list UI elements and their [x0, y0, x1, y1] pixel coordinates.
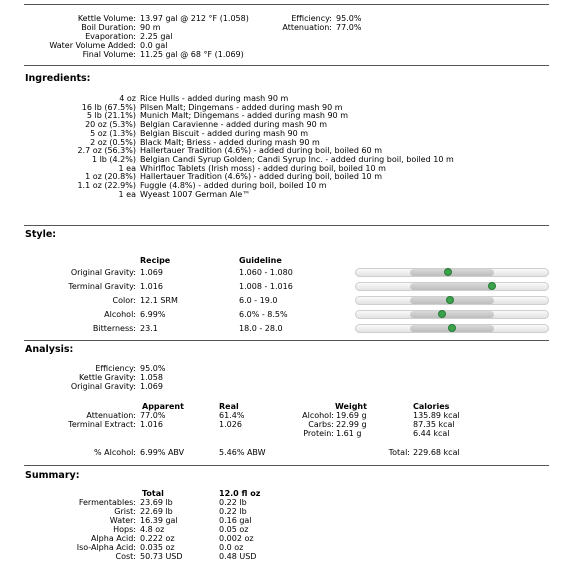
summary-row-label: Grist: [114, 507, 136, 516]
alcohol-weight-label: Alcohol: [302, 411, 334, 420]
carbs-value: 22.99 g [336, 420, 367, 429]
boil-duration-label: Boil Duration: [81, 23, 136, 32]
summary-row-label: Iso-Alpha Acid: [76, 543, 136, 552]
ingredient-amount: 20 oz (5.3%) [85, 120, 136, 130]
style-row-label: Alcohol: [104, 310, 136, 319]
summary-heading: Summary: [25, 470, 80, 481]
an-og-value: 1.069 [140, 382, 163, 391]
summary-row-per: 0.22 lb [219, 507, 247, 516]
style-rule [24, 225, 549, 226]
style-guideline-band [410, 269, 494, 276]
ingredient-description: Fuggle (4.8%) - added during boil, boiled 10 m [140, 181, 327, 190]
style-row-recipe: 1.016 [140, 282, 163, 291]
summary-row-total: 0.222 oz [140, 534, 175, 543]
style-row-recipe: 1.069 [140, 268, 163, 277]
attenuation-label: Attenuation: [282, 23, 332, 32]
summary-row-label: Hops: [113, 525, 136, 534]
an-efficiency-label: Efficiency: [95, 364, 136, 373]
ingredient-description: Belgian Caravienne - added during mash 90 m [140, 120, 327, 130]
attenuation-label: Attenuation: [86, 411, 136, 420]
water-added-value: 0.0 gal [140, 41, 168, 50]
ingredient-description: Wyeast 1007 German Ale™ [140, 189, 251, 199]
style-row-label: Terminal Gravity: [68, 282, 136, 291]
summary-row-per: 0.48 USD [219, 552, 257, 561]
summary-row-per: 0.16 gal [219, 516, 252, 525]
style-row-guideline: 1.060 - 1.080 [239, 268, 293, 277]
style-guideline-band [410, 311, 494, 318]
style-range-bar [355, 310, 549, 319]
evaporation-value: 2.25 gal [140, 32, 173, 41]
total-calories-label: Total: [388, 448, 410, 457]
summary-row-total: 22.69 lb [140, 507, 173, 516]
final-volume-label: Final Volume: [82, 50, 136, 59]
water-added-label: Water Volume Added: [49, 41, 136, 50]
an-kettle-gravity-value: 1.058 [140, 373, 163, 382]
style-row-recipe: 12.1 SRM [140, 296, 178, 305]
terminal-extract-apparent: 1.016 [140, 420, 163, 429]
efficiency-value: 95.0% [336, 14, 362, 23]
style-row-guideline: 1.008 - 1.016 [239, 282, 293, 291]
summary-row-per: 0.0 oz [219, 543, 244, 552]
alcohol-percent-label: % Alcohol: [93, 448, 136, 457]
terminal-extract-label: Terminal Extract: [68, 420, 136, 429]
summary-row-total: 0.035 oz [140, 543, 175, 552]
style-guideline-band [410, 283, 494, 290]
ingredient-amount: 1 ea [118, 189, 136, 199]
weight-header: Weight [335, 402, 367, 411]
kettle-volume-label: Kettle Volume: [77, 14, 136, 23]
efficiency-label: Efficiency: [291, 14, 332, 23]
apparent-header: Apparent [142, 402, 184, 411]
ingredient-amount: 2.7 oz (56.3%) [77, 146, 136, 156]
ingredients-rule [24, 65, 549, 66]
attenuation-value: 77.0% [336, 23, 362, 32]
summary-row-total: 16.39 gal [140, 516, 178, 525]
calories-header: Calories [413, 402, 450, 411]
protein-label: Protein: [303, 429, 334, 438]
style-marker-dot [448, 324, 456, 332]
summary-row-total: 4.8 oz [140, 525, 165, 534]
protein-calories: 6.44 kcal [413, 429, 450, 438]
ingredient-description: Black Malt; Briess - added during mash 90 m [140, 137, 320, 147]
summary-row-total: 50.73 USD [140, 552, 183, 561]
summary-row-label: Cost: [115, 552, 136, 561]
ingredient-amount: 1 lb (4.2%) [91, 154, 136, 164]
ingredient-description: Munich Malt; Dingemans - added during mash 90 m [140, 111, 348, 121]
summary-total-header: Total [142, 489, 164, 498]
ingredient-description: Belgian Biscuit - added during mash 90 m [140, 128, 309, 138]
style-range-bar [355, 324, 549, 333]
ingredient-amount: 1.1 oz (22.9%) [77, 181, 136, 190]
style-range-bar [355, 268, 549, 277]
top-rule [24, 4, 549, 5]
ingredient-description: Rice Hulls - added during mash 90 m [140, 94, 289, 103]
summary-row-per: 0.05 oz [219, 525, 249, 534]
style-heading: Style: [25, 229, 57, 240]
kettle-volume-value: 13.97 gal @ 212 °F (1.058) [140, 14, 249, 23]
summary-rule [24, 465, 549, 466]
an-kettle-gravity-label: Kettle Gravity: [78, 373, 136, 382]
ingredient-amount: 1 ea [118, 163, 136, 173]
analysis-rule [24, 340, 549, 341]
real-header: Real [219, 402, 239, 411]
summary-row-label: Water: [109, 516, 136, 525]
recipe-header: Recipe [140, 256, 171, 265]
ingredient-description: Hallertauer Tradition (4.6%) - added during boil, boiled 10 m [140, 172, 382, 182]
analysis-heading: Analysis: [25, 344, 74, 355]
ingredients-heading: Ingredients: [25, 73, 91, 84]
final-volume-value: 11.25 gal @ 68 °F (1.069) [140, 50, 244, 59]
ingredient-description: Belgian Candi Syrup Golden; Candi Syrup Inc. - added during boil, boiled 10 m [140, 154, 454, 164]
style-row-label: Color: [112, 296, 136, 305]
style-row-recipe: 23.1 [140, 324, 158, 333]
carbs-calories: 87.35 kcal [413, 420, 455, 429]
terminal-extract-real: 1.026 [219, 420, 242, 429]
carbs-label: Carbs: [308, 420, 334, 429]
an-og-label: Original Gravity: [70, 382, 136, 391]
ingredient-amount: 2 oz (0.5%) [90, 137, 136, 147]
attenuation-real: 61.4% [219, 411, 245, 420]
style-marker-dot [488, 282, 496, 290]
guideline-header: Guideline [239, 256, 282, 265]
style-row-label: Bitterness: [92, 324, 136, 333]
alcohol-calories: 135.89 kcal [413, 411, 460, 420]
style-range-bar [355, 282, 549, 291]
ingredient-description: Pilsen Malt; Dingemans - added during mash 90 m [140, 102, 343, 112]
style-row-label: Original Gravity: [70, 268, 136, 277]
alcohol-abw: 5.46% ABW [219, 448, 266, 457]
summary-per-header: 12.0 fl oz [219, 489, 261, 498]
ingredient-description: Whirlfloc Tablets (Irish moss) - added during boil, boiled 10 m [140, 163, 386, 173]
style-row-guideline: 6.0 - 19.0 [239, 296, 278, 305]
evaporation-label: Evaporation: [85, 32, 136, 41]
alcohol-abv: 6.99% ABV [140, 448, 185, 457]
style-row-guideline: 18.0 - 28.0 [239, 324, 283, 333]
style-row-recipe: 6.99% [140, 310, 166, 319]
ingredient-amount: 16 lb (67.5%) [81, 102, 136, 112]
ingredient-amount: 4 oz [119, 94, 136, 103]
summary-row-per: 0.002 oz [219, 534, 254, 543]
ingredient-amount: 5 lb (21.1%) [86, 111, 136, 121]
an-efficiency-value: 95.0% [140, 364, 166, 373]
ingredient-description: Hallertauer Tradition (4.6%) - added during boil, boiled 60 m [140, 146, 382, 156]
boil-duration-value: 90 m [140, 23, 161, 32]
summary-row-label: Fermentables: [78, 498, 136, 507]
ingredient-amount: 1 oz (20.8%) [85, 172, 136, 182]
summary-row-per: 0.22 lb [219, 498, 247, 507]
total-calories-value: 229.68 kcal [413, 448, 460, 457]
ingredient-amount: 5 oz (1.3%) [90, 128, 136, 138]
summary-row-total: 23.69 lb [140, 498, 173, 507]
protein-value: 1.61 g [336, 429, 362, 438]
style-row-guideline: 6.0% - 8.5% [239, 310, 288, 319]
alcohol-weight-value: 19.69 g [336, 411, 367, 420]
summary-row-label: Alpha Acid: [90, 534, 136, 543]
style-range-bar [355, 296, 549, 305]
attenuation-apparent: 77.0% [140, 411, 166, 420]
